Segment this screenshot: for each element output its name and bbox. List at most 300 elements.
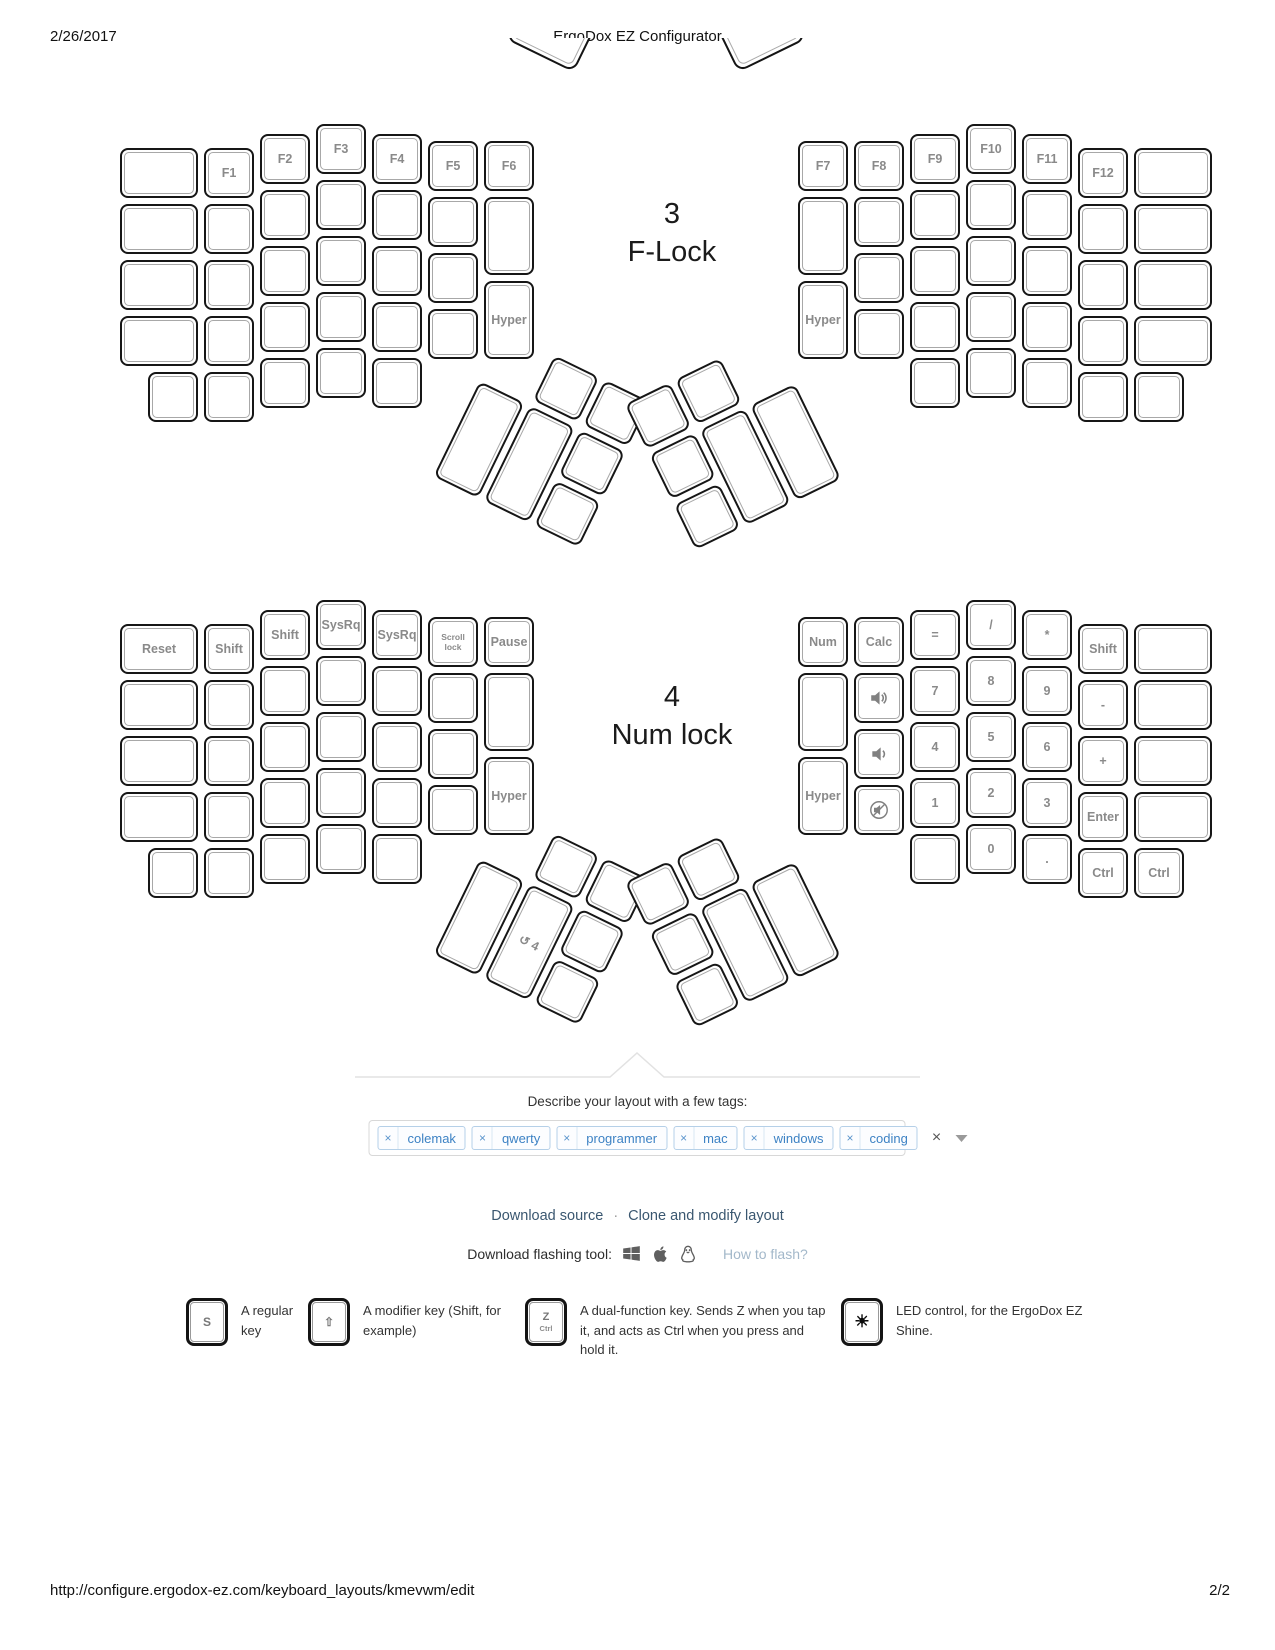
keycap-label — [1082, 320, 1124, 362]
keycap-label — [208, 376, 250, 418]
blank-key[interactable] — [1134, 204, 1212, 254]
blank-key[interactable] — [120, 736, 198, 786]
layer-3-number: 3 — [663, 198, 681, 230]
keycap-label — [1082, 264, 1124, 306]
volume-down-key[interactable] — [854, 729, 904, 779]
key-7[interactable] — [910, 666, 960, 716]
blank-key[interactable] — [910, 358, 960, 408]
keycap-label: 4 — [914, 726, 956, 768]
blank-key[interactable] — [204, 680, 254, 730]
blank-key[interactable] — [204, 736, 254, 786]
blank-key[interactable] — [1134, 260, 1212, 310]
section-divider — [355, 1046, 920, 1085]
legend-text: LED control, for the ErgoDox EZ Shine. — [896, 1303, 1083, 1338]
keycap-label — [858, 677, 900, 719]
legend-key-label: ⇧ — [323, 1315, 335, 1329]
tag-colemak[interactable] — [378, 1126, 466, 1150]
keycap-label: Shift — [1082, 628, 1124, 670]
keycap-label — [802, 201, 844, 271]
blank-key[interactable] — [428, 785, 478, 835]
key-equals[interactable] — [910, 610, 960, 660]
blank-key[interactable] — [372, 190, 422, 240]
keycap-label — [432, 733, 474, 775]
keycap-label — [1138, 740, 1208, 782]
keycap-label — [1138, 320, 1208, 362]
keycap-label — [208, 740, 250, 782]
remove-tag-icon[interactable]: × — [841, 1127, 861, 1149]
keycap-label: ↺ 4 — [489, 889, 570, 995]
key-f12[interactable] — [1078, 148, 1128, 198]
key-sysrq[interactable] — [372, 610, 422, 660]
legend-text: A regular key — [241, 1303, 294, 1338]
tags-prompt: Describe your layout with a few tags: — [527, 1094, 748, 1109]
keycap-label — [124, 208, 194, 250]
print-date: 2/26/2017 — [50, 28, 117, 45]
key-9[interactable] — [1022, 666, 1072, 716]
blank-key[interactable] — [260, 358, 310, 408]
key-calc[interactable] — [854, 617, 904, 667]
keycap-label: F7 — [802, 145, 844, 187]
blank-key[interactable] — [428, 197, 478, 247]
keycap-label — [1138, 628, 1208, 670]
divider-chevron — [355, 1046, 920, 1080]
blank-key[interactable] — [120, 792, 198, 842]
shine-icon: ☀ — [854, 1312, 870, 1331]
blank-key[interactable] — [148, 372, 198, 422]
keycap-label: = — [914, 614, 956, 656]
keycap-label — [432, 257, 474, 299]
keycap-label — [970, 184, 1012, 226]
key-f9[interactable] — [910, 134, 960, 184]
keycap-label: Ctrl — [1082, 852, 1124, 894]
key-asterisk[interactable] — [1022, 610, 1072, 660]
keycap-label — [376, 306, 418, 348]
keycap-label — [488, 677, 530, 747]
blank-key[interactable] — [204, 792, 254, 842]
blank-key[interactable] — [910, 190, 960, 240]
keycap-label — [1138, 796, 1208, 838]
blank-key[interactable] — [372, 666, 422, 716]
blank-key[interactable] — [1134, 736, 1212, 786]
key-f6[interactable] — [484, 141, 534, 191]
keycap-label — [124, 796, 194, 838]
blank-key[interactable] — [966, 292, 1016, 342]
keycap-label: F4 — [376, 138, 418, 180]
legend-text: A dual-function key. Sends Z when you tap it, and acts as Ctrl when you press and hold it. — [580, 1303, 826, 1357]
keycap-label — [320, 660, 362, 702]
layout-links — [0, 1208, 1275, 1224]
keycap-label — [432, 201, 474, 243]
chevron-down-icon[interactable] — [955, 1135, 967, 1142]
page-break-key-remnants — [0, 38, 1275, 78]
keycap-label — [970, 352, 1012, 394]
blank-key[interactable] — [316, 180, 366, 230]
key-4[interactable] — [910, 722, 960, 772]
keycap-label — [124, 152, 194, 194]
tag-label: windows — [773, 1130, 824, 1146]
blank-key[interactable] — [1134, 624, 1212, 674]
keycap-label: Hyper — [488, 761, 530, 831]
keycap-label: F10 — [970, 128, 1012, 170]
blank-key[interactable] — [798, 673, 848, 751]
blank-key[interactable] — [372, 302, 422, 352]
keycap-label: Shift — [264, 614, 306, 656]
blank-key[interactable] — [204, 260, 254, 310]
keycap-label — [1138, 264, 1208, 306]
keycap-label — [320, 296, 362, 338]
key-enter[interactable] — [1078, 792, 1128, 842]
windows-icon[interactable] — [622, 1244, 641, 1263]
blank-key[interactable] — [148, 848, 198, 898]
keycap-label — [376, 362, 418, 404]
blank-key[interactable] — [1134, 792, 1212, 842]
blank-key[interactable] — [372, 778, 422, 828]
blank-key[interactable] — [428, 729, 478, 779]
remove-tag-icon[interactable]: × — [557, 1127, 577, 1149]
keycap-label: Ctrl — [1138, 852, 1180, 894]
linux-icon[interactable] — [679, 1245, 697, 1263]
key-shift[interactable] — [260, 610, 310, 660]
keycap-label — [264, 250, 306, 292]
blank-key[interactable] — [316, 768, 366, 818]
tag-qwerty[interactable] — [472, 1126, 550, 1150]
blank-key[interactable] — [966, 180, 1016, 230]
keycap-label: 3 — [1026, 782, 1068, 824]
keycap-label — [264, 306, 306, 348]
keycap-label: 5 — [970, 716, 1012, 758]
keycap-label: F3 — [320, 128, 362, 170]
blank-key[interactable] — [372, 834, 422, 884]
blank-key[interactable] — [316, 292, 366, 342]
blank-key[interactable] — [316, 712, 366, 762]
blank-key[interactable] — [966, 236, 1016, 286]
blank-key[interactable] — [316, 656, 366, 706]
blank-key[interactable] — [1134, 680, 1212, 730]
blank-key[interactable] — [1078, 372, 1128, 422]
keycap-label — [1082, 208, 1124, 250]
clear-tags-icon[interactable]: × — [931, 1129, 942, 1146]
keycap-label: Hyper — [488, 285, 530, 355]
layer-3-left-keyboard — [120, 124, 540, 428]
key-f8[interactable] — [854, 141, 904, 191]
keycap-label — [208, 208, 250, 250]
tag-windows[interactable] — [744, 1126, 834, 1150]
tag-label: programmer — [586, 1130, 658, 1146]
keycap-label — [914, 306, 956, 348]
flashing-tool-row — [0, 1244, 1275, 1263]
key-0[interactable] — [966, 824, 1016, 874]
blank-key[interactable] — [798, 197, 848, 275]
key-num[interactable] — [798, 617, 848, 667]
blank-key[interactable] — [204, 848, 254, 898]
tag-coding[interactable] — [840, 1126, 918, 1150]
blank-key[interactable] — [1022, 246, 1072, 296]
blank-key[interactable] — [120, 148, 198, 198]
keycap-label — [488, 201, 530, 271]
blank-key[interactable] — [120, 260, 198, 310]
keycap-label — [208, 796, 250, 838]
keycap-label — [432, 789, 474, 831]
key-shift[interactable] — [204, 624, 254, 674]
key-3[interactable] — [1022, 778, 1072, 828]
key-slash[interactable] — [966, 600, 1016, 650]
keycap-label — [124, 740, 194, 782]
keycap-label — [914, 362, 956, 404]
blank-key[interactable] — [204, 372, 254, 422]
dual-function-keycap-icon — [525, 1298, 567, 1346]
keycap-label — [1026, 250, 1068, 292]
keycap-label: 6 — [1026, 726, 1068, 768]
keycap-label: F12 — [1082, 152, 1124, 194]
blank-key[interactable] — [120, 316, 198, 366]
key-hyper[interactable] — [798, 757, 848, 835]
legend-modifier-key — [308, 1298, 518, 1346]
link-separator: · — [613, 1208, 619, 1224]
blank-key[interactable] — [316, 824, 366, 874]
remove-tag-icon[interactable]: × — [745, 1127, 765, 1149]
keycap-label: F11 — [1026, 138, 1068, 180]
keycap-label: SysRq — [320, 604, 362, 646]
keycap-label — [264, 782, 306, 824]
tag-label: coding — [869, 1130, 908, 1146]
volume-up-key[interactable] — [854, 673, 904, 723]
blank-key[interactable] — [1078, 260, 1128, 310]
keycap-label: 0 — [970, 828, 1012, 870]
key-f7[interactable] — [798, 141, 848, 191]
keycap-label — [124, 320, 194, 362]
tag-label: colemak — [407, 1130, 456, 1146]
blank-key[interactable] — [1022, 358, 1072, 408]
keycap-label — [679, 488, 735, 544]
keycap-label — [679, 966, 735, 1022]
keycap-label — [1026, 306, 1068, 348]
keycap-label — [376, 670, 418, 712]
keycap-label — [1138, 684, 1208, 726]
keycap-label — [376, 194, 418, 236]
key-shift[interactable] — [1078, 624, 1128, 674]
legend-key-label: S — [202, 1315, 211, 1329]
keycap-label — [376, 726, 418, 768]
download-source-link[interactable]: Download source — [491, 1208, 604, 1224]
keycap-label: Pause — [488, 621, 530, 663]
keycap-label — [1138, 208, 1208, 250]
keycap-label: * — [1026, 614, 1068, 656]
keycap-label — [376, 250, 418, 292]
keycap-label: / — [970, 604, 1012, 646]
key-minus[interactable] — [1078, 680, 1128, 730]
blank-key[interactable] — [204, 316, 254, 366]
legend-regular-key — [186, 1298, 316, 1346]
key-period[interactable] — [1022, 834, 1072, 884]
keycap-label — [320, 184, 362, 226]
remove-tag-icon[interactable]: × — [674, 1127, 694, 1149]
remove-tag-icon[interactable]: × — [473, 1127, 493, 1149]
page-title: ErgoDox EZ Configurator — [553, 28, 722, 45]
keycap-label — [564, 435, 620, 491]
keycap-label — [858, 313, 900, 355]
remove-tag-icon[interactable]: × — [379, 1127, 399, 1149]
key-f11[interactable] — [1022, 134, 1072, 184]
tag-mac[interactable] — [673, 1126, 738, 1150]
keycap-label — [320, 352, 362, 394]
footer-url: http://configure.ergodox-ez.com/keyboard_layouts/kmevwm/edit — [50, 1582, 475, 1599]
keycap-label — [432, 677, 474, 719]
keycap-label — [376, 782, 418, 824]
keycap-label: F1 — [208, 152, 250, 194]
key-ctrl[interactable] — [1078, 848, 1128, 898]
key-8[interactable] — [966, 656, 1016, 706]
blank-key[interactable] — [428, 253, 478, 303]
keycap-label: + — [1082, 740, 1124, 782]
blank-key[interactable] — [484, 673, 534, 751]
how-to-flash-link[interactable]: How to flash? — [722, 1245, 808, 1262]
key-scroll-lock[interactable] — [428, 617, 478, 667]
legend-led-control-key — [841, 1298, 1101, 1346]
keycap-label — [432, 313, 474, 355]
keycap-label — [376, 838, 418, 880]
volume-down-icon — [869, 744, 889, 764]
blank-key[interactable] — [1022, 302, 1072, 352]
tags-input[interactable] — [369, 1120, 942, 1156]
layer-4-label — [612, 678, 733, 754]
blank-key[interactable] — [260, 722, 310, 772]
blank-key[interactable] — [854, 253, 904, 303]
key-sysrq[interactable] — [316, 600, 366, 650]
blank-key[interactable] — [372, 246, 422, 296]
blank-key[interactable] — [1134, 148, 1212, 198]
blank-key[interactable] — [910, 302, 960, 352]
keycap-label — [208, 320, 250, 362]
blank-key[interactable] — [428, 309, 478, 359]
blank-key[interactable] — [966, 348, 1016, 398]
layer-4-number: 4 — [663, 681, 681, 713]
keycap-label — [152, 376, 194, 418]
keycap-label: 7 — [914, 670, 956, 712]
blank-key[interactable] — [260, 834, 310, 884]
keycap-label — [320, 240, 362, 282]
key-reset[interactable] — [120, 624, 198, 674]
blank-key[interactable] — [910, 246, 960, 296]
blank-key[interactable] — [260, 246, 310, 296]
key-f1[interactable] — [204, 148, 254, 198]
blank-key[interactable] — [910, 834, 960, 884]
keycap-label — [914, 250, 956, 292]
apple-icon[interactable] — [651, 1245, 669, 1263]
keycap-label — [655, 438, 711, 494]
cutoff-key-right — [701, 38, 806, 72]
keycap-label: F2 — [264, 138, 306, 180]
keycap-label — [680, 363, 736, 419]
volume-mute-icon — [869, 800, 889, 820]
keycap-label — [858, 789, 900, 831]
keycap-label: F5 — [432, 145, 474, 187]
keycap-label — [208, 264, 250, 306]
keycap-label: Num — [802, 621, 844, 663]
cutoff-key-left — [505, 38, 610, 72]
blank-key[interactable] — [1134, 316, 1212, 366]
blank-key[interactable] — [1078, 316, 1128, 366]
tag-list — [378, 1126, 918, 1150]
keycap-label: . — [1026, 838, 1068, 880]
keycap-label — [1026, 362, 1068, 404]
blank-key[interactable] — [484, 197, 534, 275]
key-plus[interactable] — [1078, 736, 1128, 786]
keycap-label — [655, 916, 711, 972]
keycap-label: 1 — [914, 782, 956, 824]
blank-key[interactable] — [260, 666, 310, 716]
blank-key[interactable] — [316, 348, 366, 398]
keycap-label — [970, 240, 1012, 282]
key-f3[interactable] — [316, 124, 366, 174]
tag-label: mac — [703, 1130, 728, 1146]
blank-key[interactable] — [260, 302, 310, 352]
key-f4[interactable] — [372, 134, 422, 184]
keycap-label: Scroll lock — [432, 621, 474, 663]
clone-layout-link[interactable]: Clone and modify layout — [628, 1208, 784, 1224]
keycap-label — [538, 839, 594, 895]
blank-key[interactable] — [120, 680, 198, 730]
key-f5[interactable] — [428, 141, 478, 191]
blank-key[interactable] — [372, 358, 422, 408]
layer-3-label — [628, 195, 717, 271]
keycap-label — [858, 201, 900, 243]
keycap-label — [124, 684, 194, 726]
keycap-label — [264, 838, 306, 880]
layer-4-name: Num lock — [611, 719, 733, 751]
keycap-label — [264, 726, 306, 768]
key-f2[interactable] — [260, 134, 310, 184]
key-hyper[interactable] — [798, 281, 848, 359]
keycap-label: Enter — [1082, 796, 1124, 838]
keycap-label: Reset — [124, 628, 194, 670]
keycap-label: Hyper — [802, 761, 844, 831]
keycap-label — [264, 362, 306, 404]
blank-key[interactable] — [316, 236, 366, 286]
tag-programmer[interactable] — [556, 1126, 667, 1150]
key-f10[interactable] — [966, 124, 1016, 174]
keycap-label — [152, 852, 194, 894]
keycap-label — [538, 361, 594, 417]
blank-key[interactable] — [1078, 204, 1128, 254]
blank-key[interactable] — [1134, 372, 1184, 422]
blank-key[interactable] — [854, 197, 904, 247]
blank-key[interactable] — [120, 204, 198, 254]
keycap-label — [1026, 194, 1068, 236]
blank-key[interactable] — [260, 778, 310, 828]
blank-key[interactable] — [260, 190, 310, 240]
key-6[interactable] — [1022, 722, 1072, 772]
keycap-label — [124, 264, 194, 306]
legend-key-sublabel: Ctrl — [539, 1324, 553, 1333]
modifier-keycap-icon — [308, 1298, 350, 1346]
legend-key-label: Z — [542, 1311, 550, 1323]
key-ctrl[interactable] — [1134, 848, 1184, 898]
keycap-label — [208, 852, 250, 894]
blank-key[interactable] — [428, 673, 478, 723]
layer-3-right-keyboard — [798, 124, 1218, 428]
key-5[interactable] — [966, 712, 1016, 762]
footer-page-number: 2/2 — [1209, 1582, 1230, 1599]
blank-key[interactable] — [854, 309, 904, 359]
key-1[interactable] — [910, 778, 960, 828]
key-2[interactable] — [966, 768, 1016, 818]
volume-mute-key[interactable] — [854, 785, 904, 835]
blank-key[interactable] — [372, 722, 422, 772]
key-pause[interactable] — [484, 617, 534, 667]
blank-key[interactable] — [1022, 190, 1072, 240]
blank-key[interactable] — [204, 204, 254, 254]
keycap-label — [914, 838, 956, 880]
